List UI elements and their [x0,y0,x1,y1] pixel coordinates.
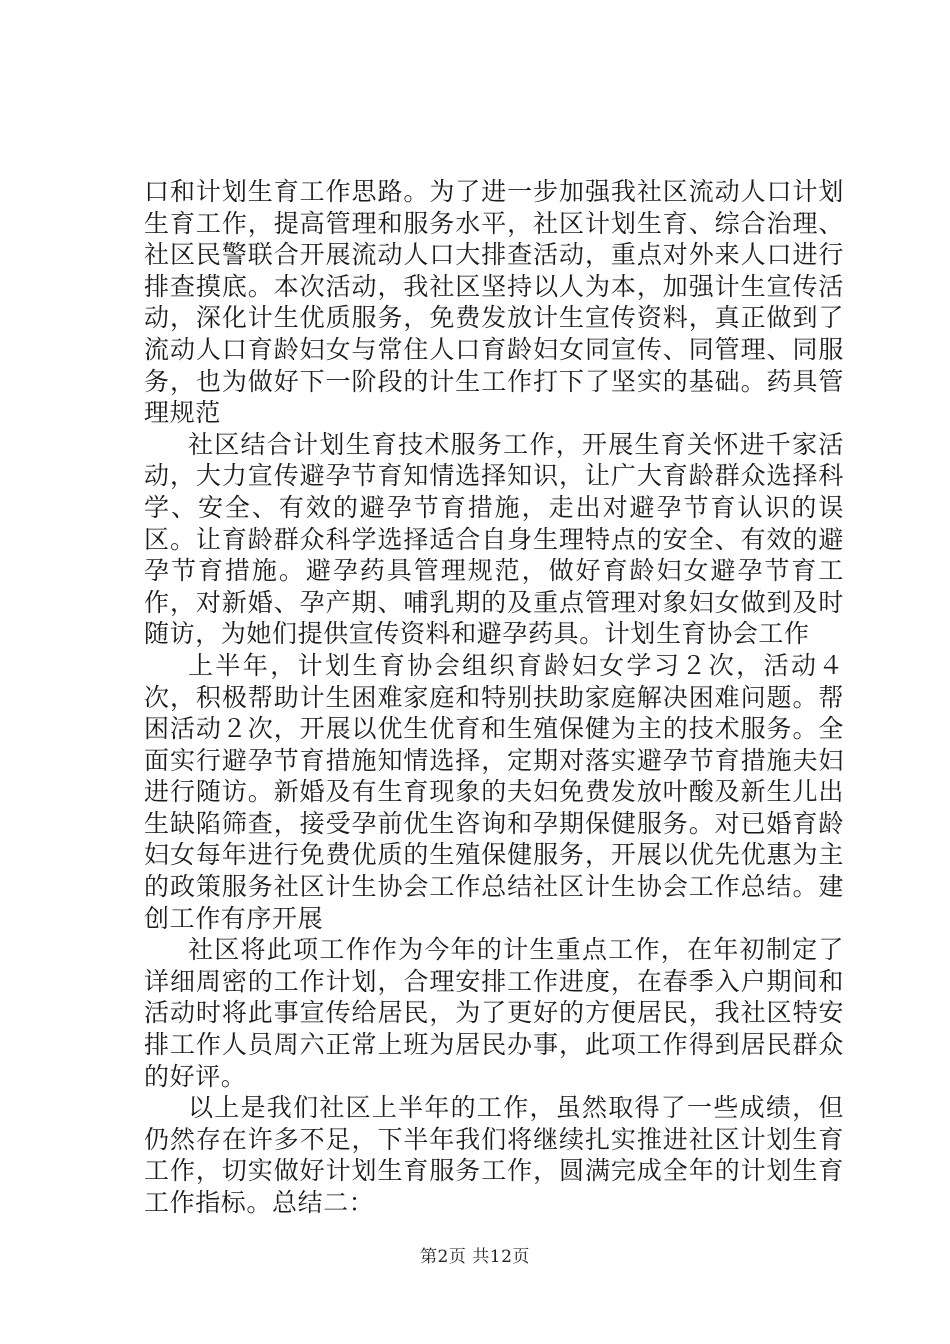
paragraph-5: 以上是我们社区上半年的工作，虽然取得了一些成绩，但仍然存在许多不足，下半年我们将继续扎实推进社区计划生育工作，切实做好计划生育服务工作，圆满完成全年的计划生育工作指标。总结二： [144,1093,844,1217]
paragraph-1: 口和计划生育工作思路。为了进一步加强我社区流动人口计划生育工作，提高管理和服务水平，社区计划生育、综合治理、社区民警联合开展流动人口大排查活动，重点对外来人口进行排查摸底。本次活动，我社区坚持以人为本，加强计生宣传活动，深化计生优质服务，免费发放计生宣传资料，真正做到了流动人口育龄妇女与常住人口育龄妇女同宣传、同管理、同服务，也为做好下一阶段的计生工作打下了坚实的基础。药具管理规范 [144,177,844,428]
document-body [144,176,844,1219]
paragraph-4: 社区将此项工作作为今年的计生重点工作，在年初制定了详细周密的工作计划，合理安排工作进度，在春季入户期间和活动时将此事宣传给居民，为了更好的方便居民，我社区特安排工作人员周六正常上班为居民办事，此项工作得到居民群众的好评。 [144,935,844,1091]
paragraph-3: 上半年，计划生育协会组织育龄妇女学习２次，活动４次，积极帮助计生困难家庭和特别扶助家庭解决困难问题。帮困活动２次，开展以优生优育和生殖保健为主的技术服务。全面实行避孕节育措施知情选择，定期对落实避孕节育措施夫妇进行随访。新婚及有生育现象的夫妇免费发放叶酸及新生儿出生缺陷筛查，接受孕前优生咨询和孕期保健服务。对已婚育龄妇女每年进行免费优质的生殖保健服务，开展以优先优惠为主的政策服务社区计生协会工作总结社区计生协会工作总结。建创工作有序开展 [144,650,844,933]
page-number-footer: 第2页 共12页 [420,1247,530,1267]
paragraph-2: 社区结合计划生育技术服务工作，开展生育关怀进千家活动，大力宣传避孕节育知情选择知识，让广大育龄群众选择科学、安全、有效的避孕节育措施，走出对避孕节育认识的误区。让育龄群众科学选择适合自身生理特点的安全、有效的避孕节育措施。避孕药具管理规范，做好育龄妇女避孕节育工作，对新婚、孕产期、哺乳期的及重点管理对象妇女做到及时随访，为她们提供宣传资料和避孕药具。计划生育协会工作 [144,429,844,649]
